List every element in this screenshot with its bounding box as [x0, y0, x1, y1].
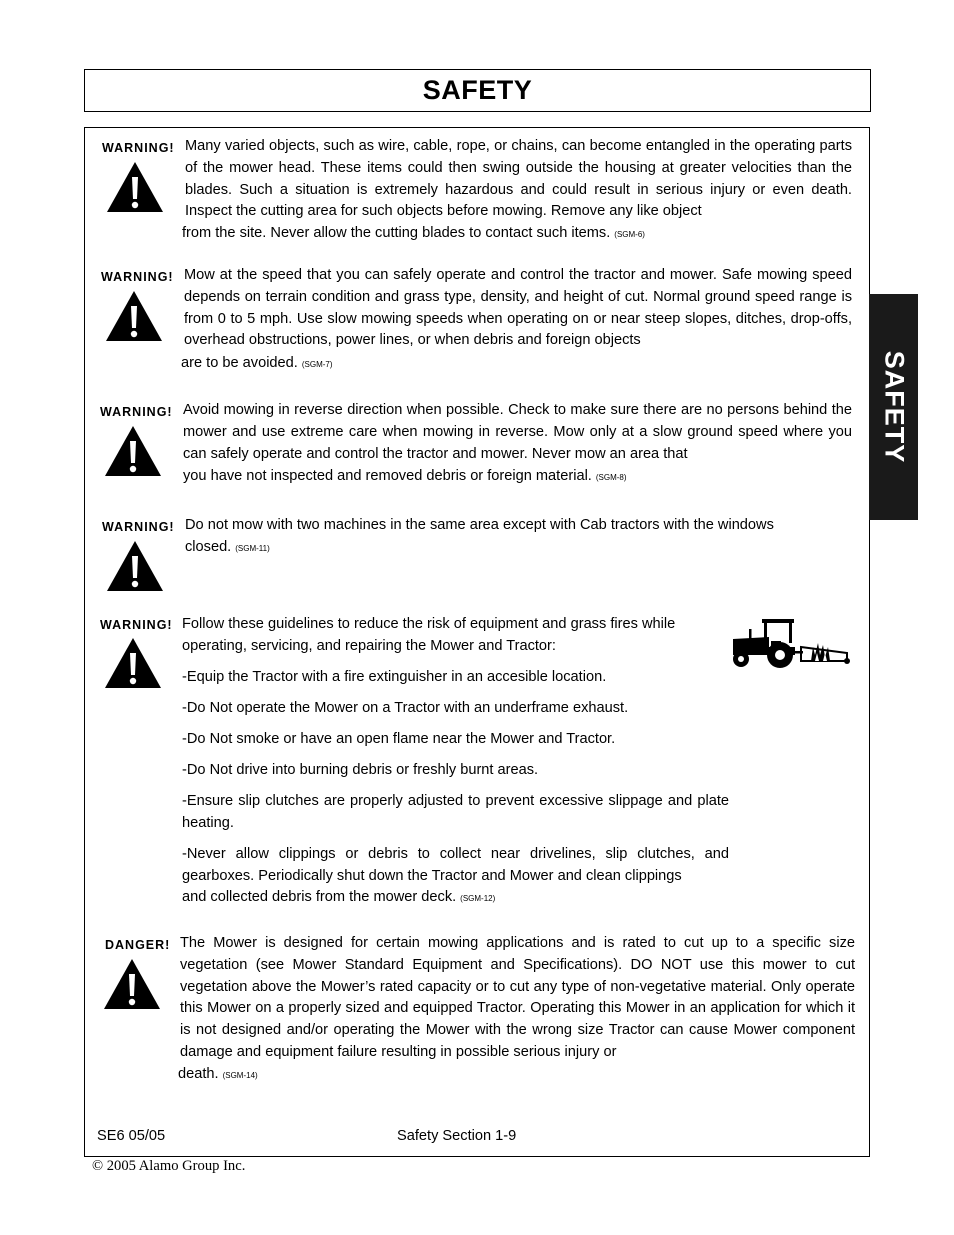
warning-text: Avoid mowing in reverse direction when possible. Check to make sure there are no persons behind the mower and use extreme care when mowing in reverse. Mow only at a slow ground speed where you can safely operate and control the tractor and mower. Never mow an area that — [183, 402, 852, 462]
signal-word: WARNING! — [100, 618, 173, 632]
warning-text-tail: you have not inspected and removed debris or foreign material. (SGM-8) — [183, 468, 627, 484]
list-item: -Do Not drive into burning debris or freshly burnt areas. — [182, 761, 539, 778]
warning-triangle-icon — [104, 425, 162, 477]
danger-triangle-icon — [103, 958, 161, 1010]
page-header — [84, 69, 871, 112]
document-code: SE6 05/05 — [97, 1128, 166, 1144]
warning-text: Do not mow with two machines in the same area except with Cab tractors with the windows — [185, 517, 774, 533]
warning-triangle-icon — [106, 161, 164, 213]
list-item: -Ensure slip clutches are properly adjusted to prevent excessive slippage and plate heating. — [182, 792, 729, 831]
warning-text: Many varied objects, such as wire, cable, rope, or chains, can become entangled in the operating parts of the mower head. These items could then swing outside the housing at greater velocities than the blades. Such a situation is extremely hazardous and could result in serious injury or even death. Inspect the cutting area for such objects before mowing. Remove any like object — [185, 138, 852, 220]
danger-text-tail: death. (SGM-14) — [178, 1066, 258, 1082]
signal-word: WARNING! — [102, 141, 175, 155]
reference-code: (SGM-8) — [595, 473, 627, 482]
signal-word: DANGER! — [105, 938, 171, 952]
warning-text: Mow at the speed that you can safely operate and control the tractor and mower. Safe mowing speed depends on terrain condition and grass type, density, and height of cut. Normal ground speed range is from 0 to 5 mph. Use slow mowing speeds when operating on or near steep slopes, ditches, drop-offs, overhead obstructions, power lines, or when debris and foreign objects — [184, 267, 852, 349]
signal-word: WARNING! — [101, 270, 174, 284]
warning-triangle-icon — [104, 637, 162, 689]
reference-code: (SGM-7) — [301, 360, 333, 369]
list-item: -Do Not operate the Mower on a Tractor with an underframe exhaust. — [182, 699, 629, 716]
signal-word: WARNING! — [102, 520, 175, 534]
fire-guidelines-intro: Follow these guidelines to reduce the risk of equipment and grass fires while operating, servicing, and repairing the Mower and Tractor: — [182, 616, 676, 654]
warning-text-tail: closed. (SGM-11) — [185, 539, 270, 555]
list-item-tail: and collected debris from the mower deck. (SGM-12) — [182, 889, 496, 906]
tractor-mower-icon — [729, 617, 852, 669]
danger-text: The Mower is designed for certain mowing applications and is rated to cut up to a specific size vegetation (see Mower Standard Equipment and Specifications). DO NOT use this mower to cut vegetation above the Mower’s rated capacity or to cut any type of non-vegetative material. Only operate this Mower on a properly sized and equipped Tractor. Operating this Mower in an application for which it is not designed and/or operating the Mower with the wrong size Tractor can cause Mower component damage and equipment failure resulting in possible serious injury or — [180, 935, 855, 1060]
copyright: © 2005 Alamo Group Inc. — [92, 1158, 246, 1174]
list-item: -Never allow clippings or debris to collect near drivelines, slip clutches, and gearboxes. Periodically shut down the Tractor and Mower and clean clippings — [182, 845, 729, 884]
section-tab-label: SAFETY — [879, 350, 909, 464]
warning-text-tail: from the site. Never allow the cutting blades to contact such items. (SGM-6) — [182, 225, 645, 241]
reference-code: (SGM-14) — [222, 1071, 258, 1080]
section-tab — [869, 294, 918, 520]
page-title: SAFETY — [422, 75, 533, 105]
list-item: -Equip the Tractor with a fire extinguisher in an accesible location. — [182, 669, 607, 685]
fire-guidelines-list — [182, 667, 729, 919]
reference-code: (SGM-11) — [235, 544, 270, 553]
warning-text-tail: are to be avoided. (SGM-7) — [181, 355, 333, 371]
warning-triangle-icon — [105, 290, 163, 342]
warning-triangle-icon — [106, 540, 164, 592]
page-number: Safety Section 1-9 — [397, 1128, 517, 1144]
reference-code: (SGM-6) — [614, 230, 645, 239]
list-item: -Do Not smoke or have an open flame near the Mower and Tractor. — [182, 730, 616, 747]
reference-code: (SGM-12) — [460, 894, 496, 904]
signal-word: WARNING! — [100, 405, 173, 419]
